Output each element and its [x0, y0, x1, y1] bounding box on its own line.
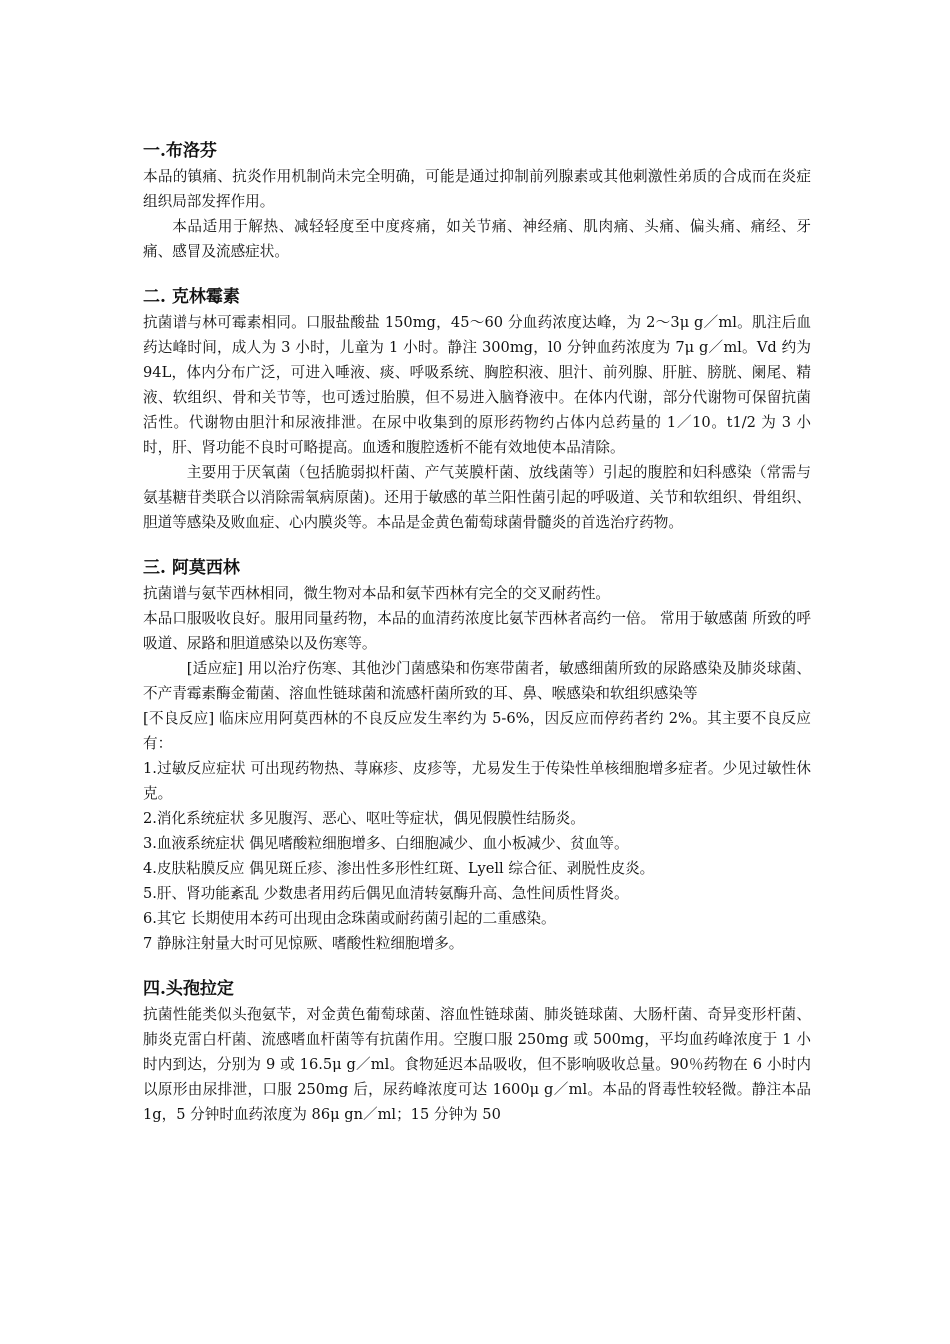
list-item: 6.其它 长期使用本药可出现由念珠菌或耐药菌引起的二重感染。 — [143, 910, 556, 927]
section-clindamycin — [143, 284, 811, 535]
paragraph: [不良反应] 临床应用阿莫西林的不良反应发生率约为 5-6%，因反应而停药者约 2%。其主要不良反应有： — [143, 710, 811, 752]
paragraph: 抗菌谱与林可霉素相同。口服盐酸盐 150mg，45～60 分血药浓度达峰，为 2～3μ g／ml。肌注后血药达峰时间，成人为 3 小时，儿童为 1 小时。静注 300mg，l0 分钟血药浓度为 7μ g／ml。Vd 约为 94L，体内分布广泛，可进入唾液、痰、呼吸系统、胸腔积液、胆汁、前列腺、肝脏、膀胱、阑尾、精液、软组织、骨和关节等，也可透过胎膜，但不易进入脑脊液中。在体内代谢，部分代谢物可保留抗菌活性。代谢物由胆汁和尿液排泄。在尿中收集到的原形药物约占体内总药量的 1／10。t1/2 为 3 小时，肝、肾功能不良时可略提高。血透和腹腔透析不能有效地使本品清除。 — [143, 314, 811, 456]
section-ibuprofen — [143, 138, 811, 264]
paragraph: [适应症] 用以治疗伤寒、其他沙门菌感染和伤寒带菌者，敏感细菌所致的尿路感染及肺炎球菌、不产青霉素酶金葡菌、溶血性链球菌和流感杆菌所致的耳、鼻、喉感染和软组织感染等 — [143, 660, 811, 702]
list-item: 2.消化系统症状 多见腹泻、恶心、呕吐等症状，偶见假膜性结肠炎。 — [143, 810, 585, 827]
section-heading: 四.头孢拉定 — [143, 979, 234, 999]
section-cefradine — [143, 976, 811, 1127]
list-item: 1.过敏反应症状 可出现药物热、荨麻疹、皮疹等，尤易发生于传染性单核细胞增多症者。少见过敏性休克。 — [143, 760, 811, 802]
section-heading: 三. 阿莫西林 — [143, 558, 240, 578]
section-heading: 二. 克林霉素 — [143, 287, 240, 307]
section-amoxicillin — [143, 555, 811, 956]
paragraph: 本品适用于解热、减轻轻度至中度疼痛，如关节痛、神经痛、肌肉痛、头痛、偏头痛、痛经、牙痛、感冒及流感症状。 — [143, 218, 811, 260]
list-item: 7 静脉注射量大时可见惊厥、嗜酸性粒细胞增多。 — [143, 935, 464, 952]
list-item: 4.皮肤粘膜反应 偶见斑丘疹、渗出性多形性红斑、Lyell 综合征、剥脱性皮炎。 — [143, 860, 655, 877]
list-item: 5.肝、肾功能紊乱 少数患者用药后偶见血清转氨酶升高、急性间质性肾炎。 — [143, 885, 629, 902]
document-page — [143, 138, 811, 1147]
section-heading: 一.布洛芬 — [143, 141, 217, 161]
paragraph: 抗菌谱与氨苄西林相同，微生物对本品和氨苄西林有完全的交叉耐药性。 — [143, 585, 611, 602]
paragraph: 本品的镇痛、抗炎作用机制尚未完全明确，可能是通过抑制前列腺素或其他刺激性弟质的合成而在炎症组织局部发挥作用。 — [143, 168, 811, 210]
paragraph: 本品口服吸收良好。服用同量药物，本品的血清药浓度比氨苄西林者高约一倍。 常用于敏感菌 所致的呼吸道、尿路和胆道感染以及伤寒等。 — [143, 610, 811, 652]
paragraph: 主要用于厌氧菌（包括脆弱拟杆菌、产气荚膜杆菌、放线菌等）引起的腹腔和妇科感染（常需与氨基糖苷类联合以消除需氧病原菌)。还用于敏感的革兰阳性菌引起的呼吸道、关节和软组织、骨组织、胆道等感染及败血症、心内膜炎等。本品是金黄色葡萄球菌骨髓炎的首选治疗药物。 — [143, 464, 811, 531]
list-item: 3.血液系统症状 偶见嗜酸粒细胞增多、白细胞减少、血小板减少、贫血等。 — [143, 835, 629, 852]
paragraph: 抗菌性能类似头孢氨苄，对金黄色葡萄球菌、溶血性链球菌、肺炎链球菌、大肠杆菌、奇异变形杆菌、肺炎克雷白杆菌、流感嗜血杆菌等有抗菌作用。空腹口服 250mg 或 500mg，平均血药峰浓度于 1 小时内到达，分别为 9 或 16.5μ g／ml。食物延迟本品吸收，但不影响吸收总量。90％药物在 6 小时内以原形由尿排泄，口服 250mg 后，尿药峰浓度可达 1600μ g／ml。本品的肾毒性较轻微。静注本品 1g，5 分钟时血药浓度为 86μ gn／ml；15 分钟为 50 — [143, 1006, 811, 1123]
